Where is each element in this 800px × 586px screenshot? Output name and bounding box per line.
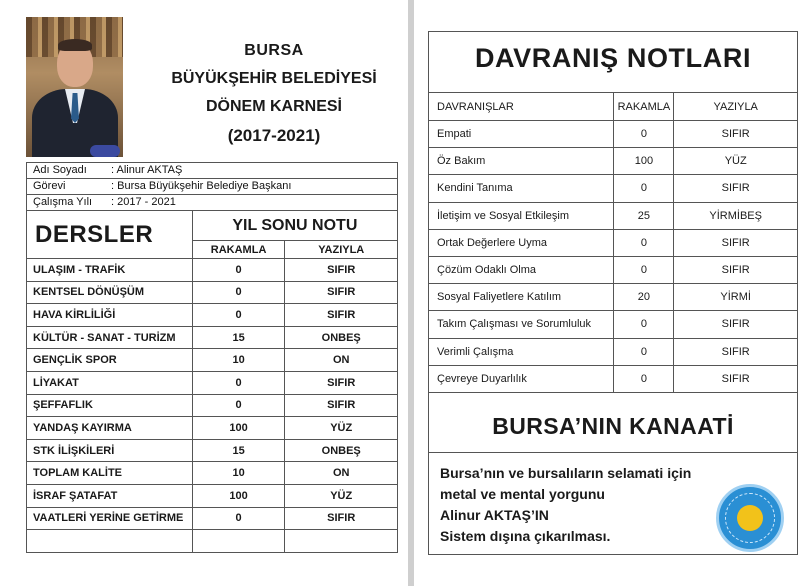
year-end-grade-header: YIL SONU NOTU — [192, 211, 397, 241]
course-grade-written: ON — [285, 462, 398, 485]
course-grade-written: ON — [285, 349, 398, 372]
course-name: STK İLİŞKİLERİ — [27, 439, 193, 462]
behavior-name: Empati — [429, 121, 614, 148]
written-column-header: YAZIYLA — [674, 93, 798, 121]
course-grade-numeric: 100 — [192, 484, 285, 507]
behavior-grade-written: SIFIR — [674, 338, 798, 365]
course-row — [27, 281, 398, 304]
course-row — [27, 394, 398, 417]
course-name: KENTSEL DÖNÜŞÜM — [27, 281, 193, 304]
course-name: TOPLAM KALİTE — [27, 462, 193, 485]
behavior-row — [429, 175, 798, 202]
behavior-grade-written: SIFIR — [674, 175, 798, 202]
course-row — [27, 371, 398, 394]
course-grade-written: SIFIR — [285, 259, 398, 282]
course-grade-numeric: 10 — [192, 462, 285, 485]
course-name: LİYAKAT — [27, 371, 193, 394]
heading-period: (2017-2021) — [227, 126, 321, 145]
course-name: GENÇLİK SPOR — [27, 349, 193, 372]
course-grade-numeric: 0 — [192, 371, 285, 394]
course-grade-numeric: 0 — [192, 507, 285, 530]
behavior-grade-written: YÜZ — [674, 148, 798, 175]
courses-grade-table — [26, 210, 398, 553]
course-grade-numeric: 15 — [192, 326, 285, 349]
behavior-grade-numeric: 20 — [614, 284, 674, 311]
course-grade-numeric: 15 — [192, 439, 285, 462]
mayor-portrait-photo — [26, 17, 123, 157]
course-grade-numeric: 0 — [192, 304, 285, 327]
behavior-name: Öz Bakım — [429, 148, 614, 175]
course-name: ULAŞIM - TRAFİK — [27, 259, 193, 282]
behavior-row — [429, 284, 798, 311]
course-grade-written: SIFIR — [285, 507, 398, 530]
course-row — [27, 349, 398, 372]
course-row — [27, 259, 398, 282]
opinion-line: Sistem dışına çıkarılması. — [440, 528, 611, 544]
behavior-row — [429, 365, 798, 392]
course-name: YANDAŞ KAYIRMA — [27, 417, 193, 440]
heading-report-card: DÖNEM KARNESİ — [205, 98, 342, 115]
behavior-name: Kendini Tanıma — [429, 175, 614, 202]
course-row — [27, 462, 398, 485]
course-grade-written — [285, 530, 398, 553]
behavior-row — [429, 121, 798, 148]
behavior-grade-numeric: 0 — [614, 175, 674, 202]
course-row — [27, 507, 398, 530]
behavior-grade-numeric: 25 — [614, 202, 674, 229]
behavior-name: Verimli Çalışma — [429, 338, 614, 365]
info-row-term — [26, 194, 398, 210]
course-grade-written: YÜZ — [285, 417, 398, 440]
behavior-title: DAVRANIŞ NOTLARI — [474, 43, 752, 73]
course-name: İSRAF ŞATAFAT — [27, 484, 193, 507]
course-row — [27, 439, 398, 462]
course-grade-numeric — [192, 530, 285, 553]
course-grade-written: SIFIR — [285, 394, 398, 417]
behavior-grade-numeric: 0 — [614, 338, 674, 365]
behavior-name: Sosyal Faliyetlere Katılım — [429, 284, 614, 311]
behavior-grade-numeric: 0 — [614, 365, 674, 392]
behavior-row — [429, 311, 798, 338]
numeric-column-header: RAKAMLA — [614, 93, 674, 121]
behavior-grade-numeric: 0 — [614, 229, 674, 256]
behavior-name: Çevreye Duyarlılık — [429, 365, 614, 392]
opinion-line: Bursa’nın ve bursalıların selamati için — [440, 465, 692, 481]
behavior-name: Çözüm Odaklı Olma — [429, 256, 614, 283]
behavior-row — [429, 148, 798, 175]
course-row — [27, 417, 398, 440]
course-grade-numeric: 0 — [192, 259, 285, 282]
course-grade-written: ONBEŞ — [285, 439, 398, 462]
course-row — [27, 304, 398, 327]
courses-header: DERSLER — [27, 211, 193, 259]
written-column-header: YAZIYLA — [285, 241, 398, 259]
course-grade-written: SIFIR — [285, 281, 398, 304]
info-label: Adı Soyadı — [33, 164, 87, 176]
course-row — [27, 530, 398, 553]
heading-city: BURSA — [244, 42, 304, 59]
behavior-grade-numeric: 0 — [614, 121, 674, 148]
course-grade-written: SIFIR — [285, 304, 398, 327]
course-name: KÜLTÜR - SANAT - TURİZM — [27, 326, 193, 349]
behavior-grade-written: SIFIR — [674, 311, 798, 338]
course-grade-numeric: 100 — [192, 417, 285, 440]
opinion-line: Alinur AKTAŞ’IN — [440, 507, 549, 523]
behavior-column-header: DAVRANIŞLAR — [429, 93, 614, 121]
behavior-grade-numeric: 0 — [614, 311, 674, 338]
opinion-title: BURSA’NIN KANAATİ — [492, 413, 734, 439]
info-label: Görevi — [33, 180, 66, 192]
behavior-name: Takım Çalışması ve Sorumluluk — [429, 311, 614, 338]
behavior-grade-written: YİRMİBEŞ — [674, 202, 798, 229]
party-logo-icon — [716, 484, 784, 552]
behavior-grade-table — [428, 92, 798, 393]
info-label: Çalışma Yılı — [33, 196, 93, 208]
info-value: : Alinur AKTAŞ — [111, 164, 183, 176]
course-name: VAATLERİ YERİNE GETİRME — [27, 507, 193, 530]
course-grade-written: SIFIR — [285, 371, 398, 394]
course-row — [27, 326, 398, 349]
behavior-grade-written: SIFIR — [674, 256, 798, 283]
course-grade-written: ONBEŞ — [285, 326, 398, 349]
course-name — [27, 530, 193, 553]
opinion-divider — [428, 452, 798, 453]
info-value: : Bursa Büyükşehir Belediye Başkanı — [111, 180, 292, 192]
course-grade-written: YÜZ — [285, 484, 398, 507]
behavior-name: İletişim ve Sosyal Etkileşim — [429, 202, 614, 229]
behavior-grade-written: SIFIR — [674, 121, 798, 148]
info-value: : 2017 - 2021 — [111, 196, 176, 208]
course-grade-numeric: 0 — [192, 394, 285, 417]
course-row — [27, 484, 398, 507]
opinion-line: metal ve mental yorgunu — [440, 486, 605, 502]
info-row-name — [26, 162, 398, 178]
heading-municipality: BÜYÜKŞEHİR BELEDİYESİ — [171, 70, 377, 87]
behavior-grade-written: SIFIR — [674, 229, 798, 256]
behavior-grade-written: SIFIR — [674, 365, 798, 392]
course-grade-numeric: 0 — [192, 281, 285, 304]
behavior-row — [429, 202, 798, 229]
behavior-grade-numeric: 100 — [614, 148, 674, 175]
course-grade-numeric: 10 — [192, 349, 285, 372]
behavior-row — [429, 256, 798, 283]
info-row-position — [26, 178, 398, 194]
course-name: ŞEFFAFLIK — [27, 394, 193, 417]
behavior-row — [429, 229, 798, 256]
behavior-grade-written: YİRMİ — [674, 284, 798, 311]
behavior-row — [429, 338, 798, 365]
course-name: HAVA KİRLİLİĞİ — [27, 304, 193, 327]
behavior-grade-numeric: 0 — [614, 256, 674, 283]
behavior-name: Ortak Değerlere Uyma — [429, 229, 614, 256]
numeric-column-header: RAKAMLA — [192, 241, 285, 259]
